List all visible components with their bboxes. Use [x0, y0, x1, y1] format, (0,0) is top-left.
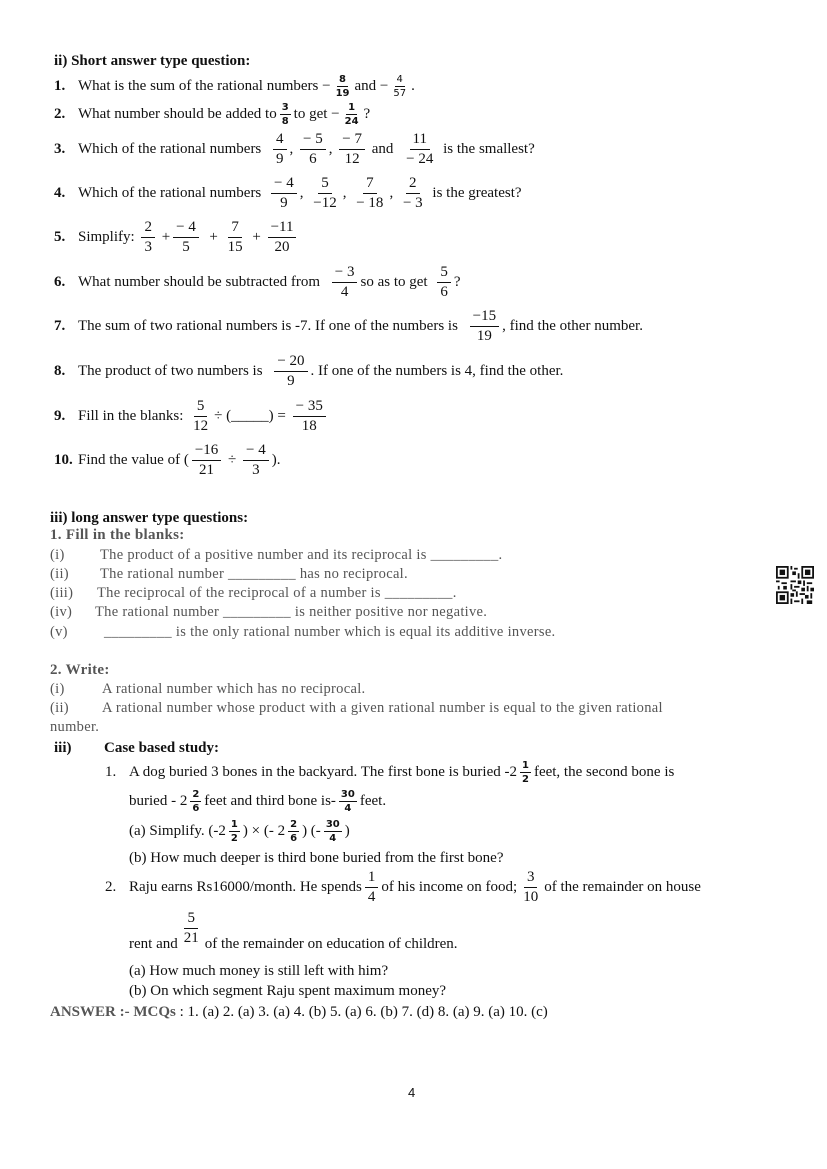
case-heading: Case based study:: [104, 740, 220, 756]
case-1-line-1: 1. A dog buried 3 bones in the backyard. The first bone is buried -2 $\frac{1}{2}$ feet, the second bone is: [105, 760, 675, 785]
fill-item-text: The rational number _________ is neither positive nor negative.: [95, 604, 488, 620]
fraction: $\frac{- 3}{4}$: [332, 265, 358, 300]
fraction: $\frac{- 35}{18}$: [293, 399, 326, 434]
fraction: $\frac{3}{10}$: [523, 869, 539, 905]
question-number: 2.: [54, 105, 66, 122]
fraction: $\frac{2}{- 3}$: [402, 175, 423, 211]
fraction: $\frac{8}{19}$: [335, 74, 350, 99]
section-heading-short: ii) Short answer type question:: [54, 53, 251, 69]
fraction: $\frac{- 4}{5}$: [173, 220, 199, 255]
fraction: $\frac{2}{3}$: [141, 220, 155, 255]
question-number: 8.: [54, 362, 66, 379]
fraction: $\frac{5}{6}$: [437, 265, 451, 300]
fraction: $\frac{1}{2}$: [230, 819, 238, 844]
fraction: $\frac{- 4}{3}$: [243, 443, 269, 478]
question-number: 9.: [54, 407, 66, 424]
fraction: $\frac{30}{4}$: [325, 819, 340, 844]
fraction: $\frac{7}{15}$: [227, 219, 243, 255]
fraction: $\frac{-15}{19}$: [470, 309, 499, 344]
question-7: 7. The sum of two rational numbers is -7. If one of the numbers is $\frac{-15}{19}$ , find the other number.: [54, 308, 643, 344]
fraction: $\frac{3}{8}$: [281, 102, 289, 127]
question-6: 6. What number should be subtracted from $\frac{- 3}{4}$ so as to get $\frac{5}{6}$ ?: [54, 264, 461, 300]
question-4: 4. Which of the rational numbers $\frac{- 4}{9}$ , $\frac{5}{-12}$ , $\frac{7}{- 18}$ , $\frac{2}{- 3}$ is the greatest?: [54, 175, 522, 211]
fraction: $\frac{4}{57}$: [393, 74, 407, 99]
write-item: (ii): [50, 700, 69, 716]
question-10: 10. Find the value of ( $\frac{-16}{21}$ ÷ $\frac{- 4}{3}$ ).: [54, 442, 281, 478]
fraction: $\frac{2}{6}$: [192, 789, 200, 814]
case-2-part-b: (b) On which segment Raju spent maximum money?: [129, 983, 447, 999]
question-5: 5. Simplify: $\frac{2}{3}$ + $\frac{- 4}{5}$ + $\frac{7}{15}$ + $\frac{-11}{20}$: [54, 220, 299, 255]
question-2: 2. What number should be added to $\frac{3}{8}$ to get − $\frac{1}{24}$ ?: [54, 102, 371, 127]
question-number: 4.: [54, 184, 66, 201]
write-item-text: A rational number whose product with a given rational number is equal to the given rational: [102, 700, 663, 716]
fill-blanks-heading: 1. Fill in the blanks:: [50, 527, 185, 543]
write-heading: 2. Write:: [50, 662, 110, 678]
section-heading-long: iii) long answer type questions:: [50, 510, 249, 526]
case-1-part-a: (a) Simplify. (-2 $\frac{1}{2}$ ) × (- 2 $\frac{2}{6}$ ) (- $\frac{30}{4}$ ): [129, 819, 350, 844]
fraction: $\frac{5}{21}$: [183, 910, 199, 946]
write-item-text: A rational number which has no reciprocal.: [102, 681, 366, 697]
fraction: $\frac{7}{- 18}$: [356, 175, 384, 211]
question-8: 8. The product of two numbers is $\frac{- 20}{9}$ . If one of the numbers is 4, find the other.: [54, 353, 564, 389]
case-1-part-b: (b) How much deeper is third bone buried from the first bone?: [129, 850, 504, 866]
fraction: $\frac{1}{4}$: [365, 870, 379, 905]
fill-item-text: The reciprocal of the reciprocal of a number is _________.: [97, 585, 457, 601]
fill-item-text: The product of a positive number and its reciprocal is _________.: [100, 547, 503, 563]
question-number: 3.: [54, 140, 66, 157]
fraction: $\frac{- 7}{12}$: [339, 132, 365, 167]
fraction: $\frac{4}{9}$: [273, 132, 287, 167]
fill-item-text: _________ is the only rational number which is equal its additive inverse.: [104, 624, 556, 640]
case-2-line-1: 2. Raju earns Rs16000/month. He spends $\frac{1}{4}$ of his income on food; $\frac{3}{10}$ of the remainder on house: [105, 869, 701, 905]
page-number: 4: [408, 1085, 416, 1100]
question-number: 10.: [54, 451, 73, 468]
fill-item: (iii): [50, 585, 74, 601]
case-2-part-a: (a) How much money is still left with him?: [129, 963, 389, 979]
fraction: $\frac{11}{- 24}$: [406, 131, 434, 167]
fraction: $\frac{-16}{21}$: [192, 443, 221, 478]
fraction: $\frac{30}{4}$: [340, 789, 355, 814]
write-item: (i): [50, 681, 65, 697]
question-number: 1.: [54, 77, 66, 94]
fraction: $\frac{- 20}{9}$: [274, 354, 307, 389]
fill-item: (i): [50, 547, 65, 563]
fraction: $\frac{5}{-12}$: [313, 175, 337, 211]
case-1-line-2: buried - 2 $\frac{2}{6}$ feet and third bone is- $\frac{30}{4}$ feet.: [129, 789, 387, 814]
question-number: 6.: [54, 273, 66, 290]
question-number: 5.: [54, 228, 66, 245]
fill-item: (ii): [50, 566, 69, 582]
fraction: $\frac{- 5}{6}$: [300, 132, 326, 167]
case-label: iii): [54, 740, 72, 756]
fill-item: (iv): [50, 604, 73, 620]
fraction: $\frac{1}{24}$: [344, 102, 359, 127]
question-number: 7.: [54, 317, 66, 334]
write-item-cont: number.: [50, 719, 100, 735]
question-1: 1. What is the sum of the rational numbers − $\frac{8}{19}$ and − $\frac{4}{57}$ .: [54, 74, 415, 99]
fraction: $\frac{-11}{20}$: [268, 220, 297, 255]
fill-item-text: The rational number _________ has no reciprocal.: [100, 566, 408, 582]
question-9: 9. Fill in the blanks: $\frac{5}{12}$ ÷ (_____) = $\frac{- 35}{18}$: [54, 399, 329, 434]
fraction: $\frac{5}{12}$: [193, 398, 209, 434]
question-3: 3. Which of the rational numbers $\frac{4}{9}$ , $\frac{- 5}{6}$ , $\frac{- 7}{12}$ and $\frac{11}{- 24}$ is the smallest?: [54, 131, 535, 167]
fill-item: (v): [50, 624, 68, 640]
fraction: $\frac{2}{6}$: [290, 819, 298, 844]
case-2-line-2: rent and $\frac{5}{21}$ of the remainder on education of children.: [129, 910, 458, 952]
fraction: $\frac{1}{2}$: [521, 760, 529, 785]
qr-code-icon: [776, 566, 814, 604]
answer-key: ANSWER :- MCQs : 1. (a) 2. (a) 3. (a) 4. (b) 5. (a) 6. (b) 7. (d) 8. (a) 9. (a) 10. (c): [50, 1004, 548, 1020]
fraction: $\frac{- 4}{9}$: [271, 176, 297, 211]
